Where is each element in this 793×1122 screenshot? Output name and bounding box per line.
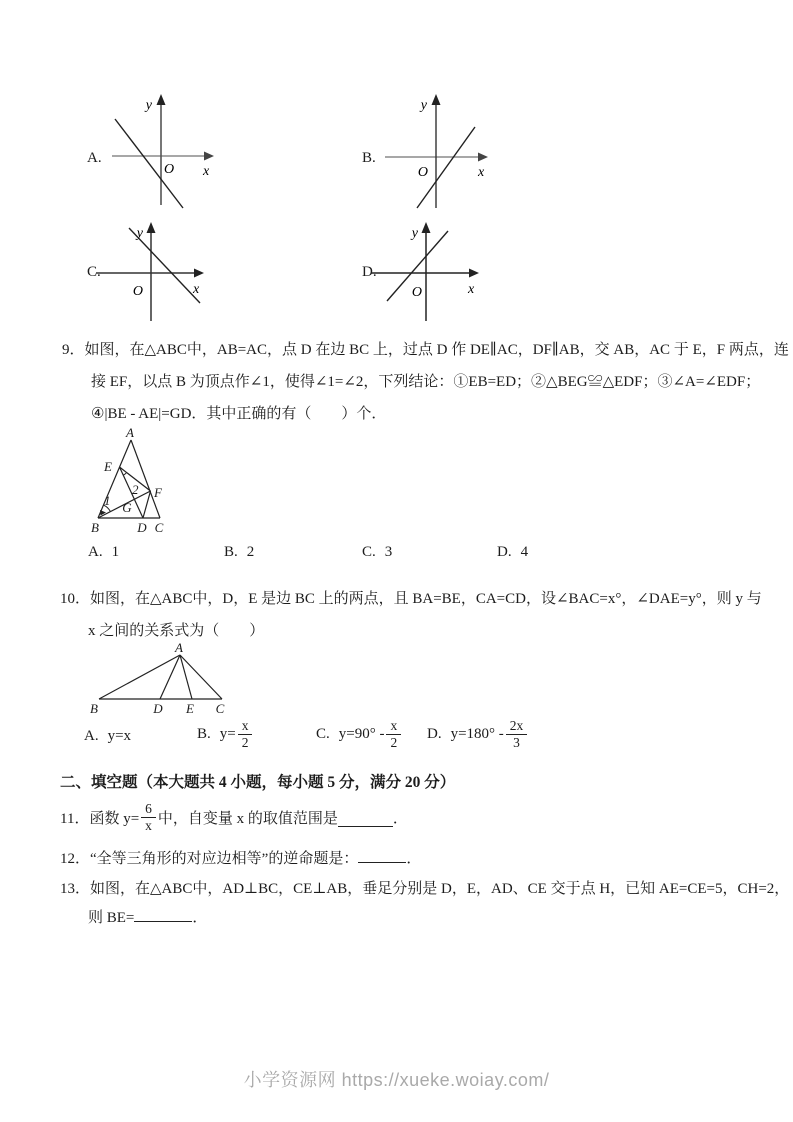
q10-option-d-expr: y=180° - (450, 725, 504, 742)
q10-option-b-label: B. (197, 725, 211, 742)
question-9-line-2: 接 EF，以点 B 为顶点作∠1，使得∠1=∠2，下列结论：①EB=ED；②△BEG≌△EDF；③∠A=∠EDF； (91, 374, 761, 390)
question-11 (60, 796, 408, 838)
y-label: y (420, 98, 427, 113)
q10-option-b-fraction (238, 718, 253, 750)
question-9-figure (82, 420, 182, 538)
origin-label: O (164, 162, 175, 177)
q9-option-a (88, 536, 119, 568)
angle-2-label: 2 (132, 482, 139, 497)
q10-option-d-label: D. (427, 725, 442, 742)
q10-option-c (316, 718, 403, 750)
question-9 (62, 334, 789, 430)
y-label: y (411, 226, 418, 241)
point-d-label: D (153, 701, 163, 716)
x-label: x (193, 282, 200, 297)
y-label: y (145, 98, 152, 113)
x-axis-arrow-icon (469, 269, 479, 278)
q9-option-b-label: B. (224, 544, 238, 560)
question-11-post: 中，自变量 x 的取值范围是 (157, 810, 338, 827)
fraction-numerator: x (238, 718, 253, 735)
origin-label: O (417, 165, 428, 180)
q10-option-a-expr: y=x (107, 728, 132, 744)
question-10-line-1: 10．如图，在△ABC中，D，E 是边 BC 上的两点，且 BA=BE，CA=CD，设∠BAC=x°，∠DAE=y°，则 y 与 (60, 591, 762, 607)
graph-option-d-label: D. (362, 264, 377, 280)
x-axis-arrow-icon (204, 152, 214, 161)
point-a-label: A (126, 425, 134, 440)
point-e-label: E (104, 459, 112, 474)
question-9-line-1: 9．如图，在△ABC中，AB=AC，点 D 在边 BC 上，过点 D 作 DE∥AC，DF∥AB，交 AB，AC 于 E，F 两点，连 (62, 342, 789, 358)
page-footer: 小学资源网 https://xueke.woiay.com/ (243, 1070, 550, 1090)
point-b-label: B (90, 701, 98, 716)
point-a-label: A (175, 640, 183, 655)
q10-option-c-expr: y=90° - (338, 725, 385, 742)
point-c-label: C (154, 520, 164, 535)
fraction-denominator: x (145, 817, 152, 833)
question-13-line-2 (88, 902, 207, 934)
q9-option-a-value: 1 (111, 544, 120, 560)
question-11-answer-blank (338, 811, 393, 827)
q9-option-d (497, 536, 528, 568)
question-12-text: 12．“全等三角形的对应边相等”的逆命题是： (60, 851, 359, 867)
angle-2-arc (123, 473, 126, 476)
y-axis-arrow-icon (432, 94, 441, 105)
x-axis-arrow-icon (478, 153, 488, 162)
point-f-label: F (154, 485, 162, 500)
y-axis-arrow-icon (157, 94, 166, 105)
question-11-pre: 11．函数 y= (60, 810, 140, 827)
question-13-tail: ． (192, 910, 208, 926)
point-g-label: G (122, 500, 132, 515)
q9-option-b (224, 536, 254, 568)
fraction-denominator: 2 (241, 734, 249, 750)
graph-option-c-label: C. (87, 264, 101, 280)
fraction-denominator: 3 (513, 734, 520, 750)
segment-ad (160, 655, 180, 699)
x-label: x (203, 164, 210, 179)
origin-label: O (132, 284, 143, 299)
point-c-label: C (215, 701, 225, 716)
q10-option-a-label: A. (84, 728, 99, 744)
question-12 (60, 843, 421, 875)
fraction-denominator: 2 (390, 734, 398, 750)
question-13-answer-blank (134, 906, 192, 922)
x-label: x (468, 282, 475, 297)
graph-option-b-label: B. (362, 150, 376, 166)
segment-ba (99, 655, 180, 699)
point-b-label: B (91, 520, 99, 535)
graph-option-a-label: A. (87, 150, 102, 166)
q9-option-c (362, 536, 392, 568)
x-label: x (478, 165, 485, 180)
point-d-label: D (137, 520, 147, 535)
q9-option-a-label: A. (88, 544, 103, 560)
question-9-line-3: ④|BE - AE|=GD．其中正确的有（ ）个． (91, 406, 387, 422)
q10-option-b (197, 718, 254, 750)
graph-option-c (93, 216, 208, 324)
question-11-fraction (141, 801, 156, 833)
question-13-pre: 则 BE= (88, 910, 135, 926)
fraction-numerator: x (386, 718, 401, 735)
q10-option-c-fraction (386, 718, 401, 750)
question-11-tail: ． (392, 810, 408, 827)
q10-option-d (427, 718, 529, 750)
question-13-line-1: 13．如图，在△ABC中，AD⊥BC，CE⊥AB，垂足分别是 D，E，AD、CE 交于点 H，已知 AE=CE=5，CH=2， (60, 881, 790, 897)
question-10-figure (88, 636, 233, 716)
y-axis-arrow-icon (422, 222, 431, 233)
q10-option-c-label: C. (316, 725, 330, 742)
point-e-label: E (186, 701, 194, 716)
question-12-tail: ． (406, 851, 422, 867)
q10-option-b-expr: y= (219, 725, 236, 742)
section-2-title: 二、填空题（本大题共 4 小题，每小题 5 分，满分 20 分） (60, 774, 456, 791)
q9-option-b-value: 2 (246, 544, 255, 560)
q9-option-d-label: D. (497, 544, 512, 560)
q9-option-c-label: C. (362, 544, 376, 560)
q9-option-c-value: 3 (384, 544, 393, 560)
fraction-numerator: 2x (506, 718, 528, 735)
graph-option-a (100, 92, 225, 214)
angle-1-label: 1 (104, 493, 111, 508)
graph-option-d (368, 216, 483, 324)
x-axis-arrow-icon (194, 269, 204, 278)
segment-df (143, 491, 151, 518)
q10-option-a (84, 728, 131, 745)
y-axis-arrow-icon (147, 222, 156, 233)
fraction-numerator: 6 (141, 801, 156, 818)
graph-option-b (380, 92, 495, 214)
question-10-line-2: x 之间的关系式为（ ） (88, 623, 265, 639)
q10-option-d-fraction (506, 718, 528, 750)
question-12-answer-blank (358, 847, 406, 863)
y-label: y (136, 226, 143, 241)
origin-label: O (411, 285, 422, 300)
q9-option-d-value: 4 (520, 544, 529, 560)
